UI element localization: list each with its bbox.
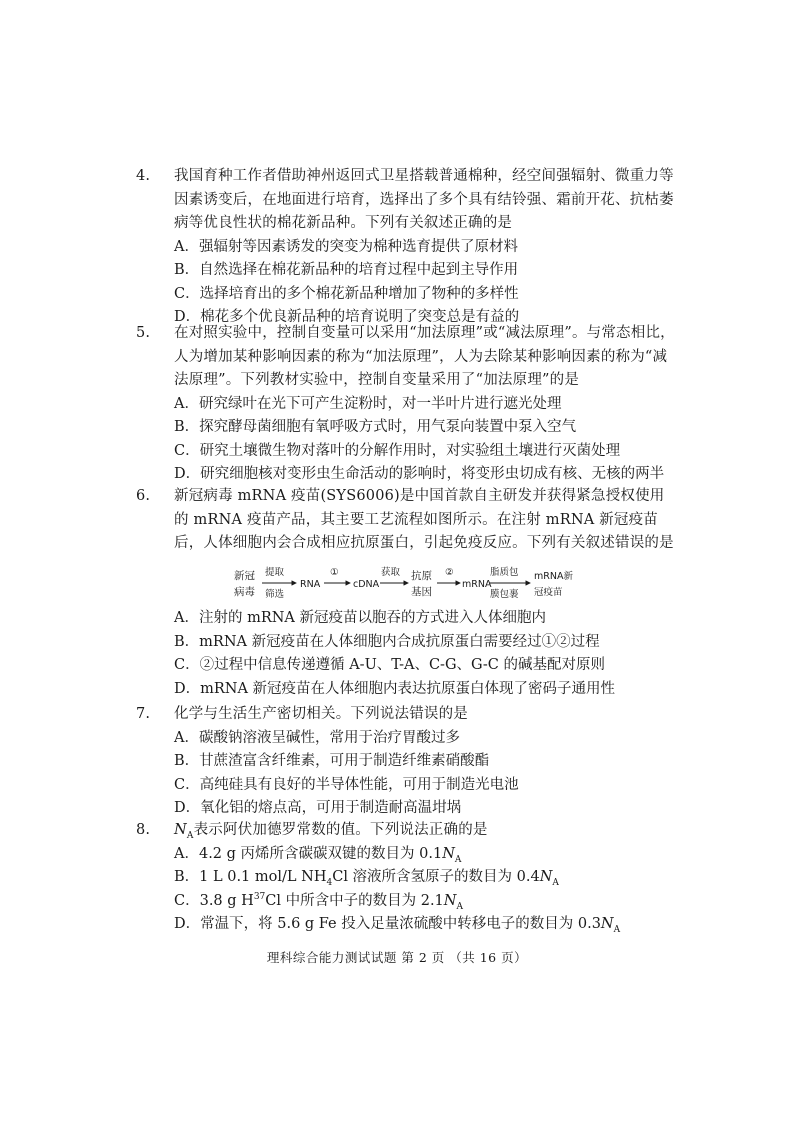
option-a: A．强辐射等因素诱发的突变为棉种选育提供了原材料 xyxy=(174,238,518,255)
avogadro-subscript: A xyxy=(613,924,621,935)
flow-label-screen: 筛选 xyxy=(265,589,285,600)
vaccine-process-flowchart xyxy=(232,565,592,601)
option-b: B．mRNA 新冠疫苗在人体细胞内合成抗原蛋白需要经过①②过程 xyxy=(174,633,600,650)
avogadro-subscript: A xyxy=(454,854,462,865)
option-c xyxy=(155,890,675,914)
option-c: C．选择培育出的多个棉花新品种增加了物种的多样性 xyxy=(174,285,519,302)
avogadro-subscript: A xyxy=(552,877,559,888)
question-stem xyxy=(136,485,675,556)
avogadro-subscript: A xyxy=(186,830,194,841)
option-a: A．碳酸钠溶液呈碱性，常用于治疗胃酸过多 xyxy=(174,729,460,746)
option-text: B．1 L 0.1 mol/L NH xyxy=(174,869,327,885)
flow-node-vaccine: 冠疫苗 xyxy=(534,587,563,598)
question-5 xyxy=(136,322,675,487)
option-b xyxy=(155,866,675,890)
flow-node-antigen-gene: 抗原 xyxy=(411,570,432,582)
question-number: 8. xyxy=(136,822,151,838)
option-text: D．常温下，将 5.6 g Fe 投入足量浓硫酸中转移电子的数目为 0.3 xyxy=(174,916,601,932)
option-b: B．甘蔗渣富含纤维素，可用于制造纤维素硝酸酯 xyxy=(174,753,490,769)
question-stem xyxy=(136,322,675,393)
question-text: 化学与生活生产密切相关。下列说法错误的是 xyxy=(174,706,468,722)
flow-label-obtain: 获取 xyxy=(381,567,401,578)
avogadro-symbol: N xyxy=(442,845,455,862)
question-text: 表示阿伏加德罗常数的值。下列说法正确的是 xyxy=(193,822,488,838)
page-footer: 理科综合能力测试试题 第 2 页 （共 16 页） xyxy=(266,950,528,965)
flow-label-lipid: 脂质包 xyxy=(490,567,519,578)
option-d: D．研究细胞核对变形虫生命活动的影响时，将变形虫切成有核、无核的两半 xyxy=(174,466,665,482)
question-8 xyxy=(136,819,675,937)
formula-subscript: 4 xyxy=(326,877,333,888)
option-a: A．注射的 mRNA 新冠疫苗以胞吞的方式进入人体细胞内 xyxy=(174,610,547,626)
question-stem xyxy=(136,703,675,727)
flow-step-1: ① xyxy=(330,567,339,578)
question-number: 5. xyxy=(136,325,151,341)
option-d xyxy=(155,913,675,937)
question-number: 4. xyxy=(136,168,151,184)
option-c: C．高纯硅具有良好的半导体性能，可用于制造光电池 xyxy=(174,776,519,793)
flow-node-mrna: mRNA xyxy=(462,579,492,590)
option-text: Cl 溶液所含氢原子的数目为 0.4 xyxy=(332,869,540,885)
avogadro-subscript: A xyxy=(456,901,463,912)
question-number: 7. xyxy=(136,706,151,722)
flow-node-rna: RNA xyxy=(300,579,321,590)
flow-node-virus: 新冠 xyxy=(234,570,255,582)
flow-node-vaccine: mRNA新 xyxy=(534,571,573,582)
question-4 xyxy=(136,165,675,330)
question-stem xyxy=(136,165,675,236)
question-6-options xyxy=(155,607,675,701)
option-c: C．研究土壤微生物对落叶的分解作用时，对实验组土壤进行灭菌处理 xyxy=(174,442,621,459)
avogadro-symbol: N xyxy=(600,916,614,932)
option-text: A．4.2 g 丙烯所含碳碳双键的数目为 0.1 xyxy=(174,845,443,862)
question-text: 在对照实验中，控制自变量可以采用“加法原理”或“减法原理”。与常态相比，人为增加某种影响因素的称为“加法原理”，人为去除某种影响因素的称为“减法原理”。下列教材实验中，控制自变量采用了“加法原理”的是 xyxy=(174,325,675,388)
option-b: B．探究酵母菌细胞有氧呼吸方式时，用气泵向装置中泵入空气 xyxy=(174,419,577,435)
flow-step-2: ② xyxy=(445,567,454,578)
flow-node-virus: 病毒 xyxy=(234,586,255,598)
option-a xyxy=(155,843,675,867)
question-7 xyxy=(136,703,675,821)
avogadro-symbol: N xyxy=(539,869,553,885)
option-d: D．mRNA 新冠疫苗在人体细胞内表达抗原蛋白体现了密码子通用性 xyxy=(174,680,616,697)
flow-node-antigen-gene: 基因 xyxy=(411,586,432,598)
avogadro-symbol: N xyxy=(174,822,187,838)
option-text: C．3.8 g H xyxy=(174,892,254,909)
question-text: 新冠病毒 mRNA 疫苗(SYS6006)是中国首款自主研发并获得紧急授权使用的 mRNA 疫苗产品，其主要工艺流程如图所示。在注射 mRNA 新冠疫苗后，人体细胞内会合成相应抗原蛋白，引起免疫反应。下列有关叙述错误的是 xyxy=(174,488,674,551)
flow-node-cdna: cDNA xyxy=(353,579,380,590)
option-text: Cl 中所含中子的数目为 2.1 xyxy=(265,892,444,909)
flow-label-membrane: 膜包裹 xyxy=(490,589,519,600)
option-b: B．自然选择在棉花新品种的培育过程中起到主导作用 xyxy=(174,262,519,278)
option-a: A．研究绿叶在光下可产生淀粉时，对一半叶片进行遮光处理 xyxy=(174,395,562,412)
question-number: 6. xyxy=(136,488,151,504)
option-c: C．②过程中信息传递遵循 A-U、T-A、C-G、G-C 的碱基配对原则 xyxy=(174,657,605,673)
option-d: D．氧化铝的熔点高，可用于制造耐高温坩埚 xyxy=(174,800,462,816)
question-text: 我国育种工作者借助神州返回式卫星搭载普通棉种，经空间强辐射、微重力等因素诱变后，在地面进行培育，选择出了多个具有结铃强、霜前开花、抗枯萎病等优良性状的棉花新品种。下列有关叙述正确的是 xyxy=(174,168,674,231)
avogadro-symbol: N xyxy=(443,892,457,909)
isotope-superscript: 37 xyxy=(253,891,266,902)
question-6 xyxy=(136,485,675,556)
question-stem xyxy=(136,819,675,843)
flow-label-extract: 提取 xyxy=(265,567,285,578)
option-d: D．棉花多个优良新品种的培育说明了突变总是有益的 xyxy=(174,309,520,325)
